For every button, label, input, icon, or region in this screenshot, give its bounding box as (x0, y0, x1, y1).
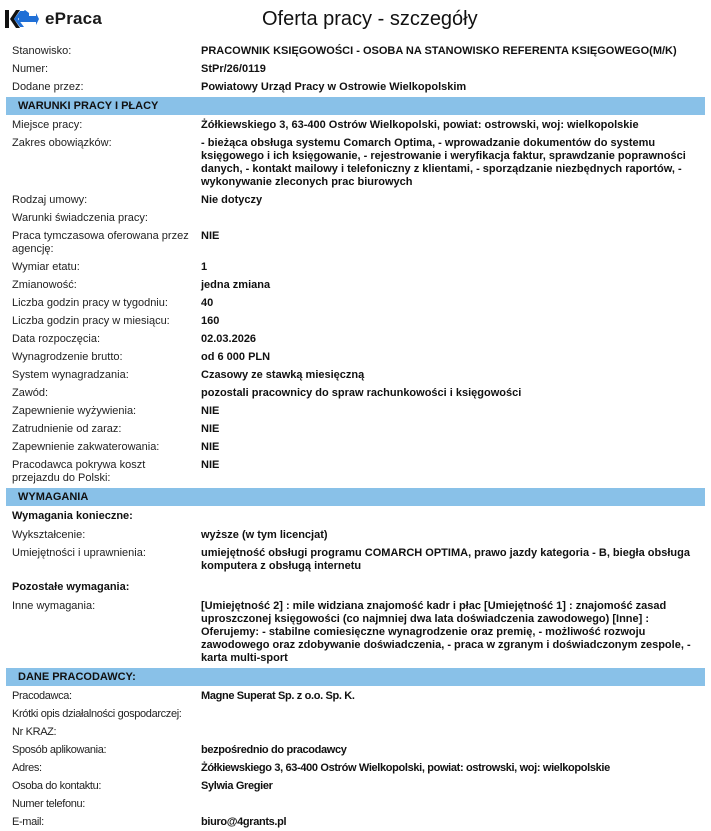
detail-row (0, 777, 711, 795)
other-requirements-heading: Pozostałe wymagania: (12, 581, 130, 593)
detail-row (0, 209, 711, 227)
field-value: wyższe (w tym licencjat) (201, 528, 328, 541)
field-label: Zapewnienie zakwaterowania: (12, 440, 160, 453)
detail-row (0, 191, 711, 209)
field-value: [Umiejętność 2] : mile widziana znajomość kadr i płac [Umiejętność 1] : znajomość zasad uproszczonej księgowości (co najmniej dwa lata doświadczenia zawodowego) [Inne] : Oferujemy: - stabilne comiesięczne wynagrodzenie oraz premię, - możliwość rozwoju zawodowego oraz zdobywanie doświadczenia, - praca w zgranym i doświadczonym zespole, - karta multi-sport (201, 599, 691, 664)
detail-row (0, 705, 711, 723)
epraca-logo-icon (5, 9, 39, 29)
field-label: Zatrudnienie od zaraz: (12, 422, 122, 435)
field-label: Miejsce pracy: (12, 118, 83, 131)
field-value[interactable]: biuro@4grants.pl (201, 815, 287, 828)
detail-row (0, 456, 711, 487)
field-label: Umiejętności i uprawnienia: (12, 546, 146, 559)
detail-row (0, 330, 711, 348)
field-label: Krótki opis działalności gospodarczej: (12, 707, 182, 720)
top-info (0, 42, 711, 96)
required-requirements-heading: Wymagania konieczne: (12, 510, 133, 522)
field-label: System wynagradzania: (12, 368, 129, 381)
detail-row (0, 420, 711, 438)
detail-row (0, 78, 711, 96)
field-label: Inne wymagania: (12, 599, 96, 612)
field-value: umiejętność obsługi programu COMARCH OPTIMA, prawo jazdy kategoria - B, biegła obsługa komputera z obsługą internetu (201, 546, 690, 572)
field-value: Czasowy ze stawką miesięczną (201, 368, 365, 381)
field-value: Magne Superat Sp. z o.o. Sp. K. (201, 689, 355, 702)
field-label: Osoba do kontaktu: (12, 779, 102, 792)
field-label: Pracodawca: (12, 689, 72, 702)
detail-row (0, 276, 711, 294)
field-label: Numer: (12, 62, 49, 75)
field-label: Wykształcenie: (12, 528, 86, 541)
detail-row (0, 526, 711, 544)
detail-row (0, 687, 711, 705)
field-value: NIE (201, 440, 220, 453)
detail-row (0, 42, 711, 60)
field-value: - bieżąca obsługa systemu Comarch Optima, - wprowadzanie dokumentów do systemu księgowego i ich księgowanie, - rejestrowanie i weryfikacja faktur, sprawdzanie poprawności danych, - kontakt mailowy i telefoniczny z klientami, - sporządzanie niezbędnych raportów, - wykonywanie zleconych prac biurowych (201, 136, 686, 188)
field-value (201, 708, 711, 721)
detail-row (0, 134, 711, 191)
field-value: jedna zmiana (201, 278, 271, 291)
field-label: Adres: (12, 761, 42, 774)
field-value: Sylwia Gregier (201, 779, 273, 792)
field-label: Rodzaj umowy: (12, 193, 88, 206)
detail-row (0, 597, 711, 667)
field-label: Zakres obowiązków: (12, 136, 112, 149)
field-value: Żółkiewskiego 3, 63-400 Ostrów Wielkopolski, powiat: ostrowski, woj: wielkopolskie (201, 761, 610, 774)
field-value: 02.03.2026 (201, 332, 257, 345)
field-value: NIE (201, 422, 220, 435)
section-header-wymagania: WYMAGANIA (6, 488, 705, 506)
field-label: Numer telefonu: (12, 797, 86, 810)
field-label: Pracodawca pokrywa koszt przejazdu do Polski: (12, 458, 146, 484)
offer-details (0, 42, 711, 831)
field-value: od 6 000 PLN (201, 350, 271, 363)
detail-row (0, 294, 711, 312)
field-label: Stanowisko: (12, 44, 72, 57)
field-label: Data rozpoczęcia: (12, 332, 101, 345)
field-label: Zapewnienie wyżywienia: (12, 404, 137, 417)
field-label: Liczba godzin pracy w miesiącu: (12, 314, 170, 327)
warunki-section (0, 116, 711, 487)
field-label: Nr KRAZ: (12, 725, 57, 738)
page-header (0, 0, 711, 42)
field-value: Powiatowy Urząd Pracy w Ostrowie Wielkopolskim (201, 80, 467, 93)
field-value: bezpośrednio do pracodawcy (201, 743, 347, 756)
detail-row (0, 348, 711, 366)
page-title: Oferta pracy - szczegóły (262, 8, 478, 30)
detail-row (0, 759, 711, 777)
field-value: Żółkiewskiego 3, 63-400 Ostrów Wielkopolski, powiat: ostrowski, woj: wielkopolskie (201, 118, 639, 131)
field-label: Zawód: (12, 386, 49, 399)
detail-row (0, 544, 711, 575)
other-requirements (0, 597, 711, 667)
detail-row (0, 60, 711, 78)
field-value: NIE (201, 404, 220, 417)
field-label: Zmianowość: (12, 278, 77, 291)
field-label: E-mail: (12, 815, 44, 828)
detail-row (0, 813, 711, 831)
field-value: NIE (201, 458, 220, 471)
section-header-warunki: WARUNKI PRACY I PŁACY (6, 97, 705, 115)
field-value: pozostali pracownicy do spraw rachunkowości i księgowości (201, 386, 522, 399)
field-label: Wynagrodzenie brutto: (12, 350, 123, 363)
detail-row (0, 741, 711, 759)
field-value: 1 (201, 260, 208, 273)
section-header-pracodawca: DANE PRACODAWCY: (6, 668, 705, 686)
field-value (201, 726, 711, 739)
field-value: Nie dotyczy (201, 193, 263, 206)
field-label: Liczba godzin pracy w tygodniu: (12, 296, 168, 309)
required-requirements (0, 526, 711, 575)
detail-row (0, 438, 711, 456)
detail-row (0, 258, 711, 276)
field-label: Warunki świadczenia pracy: (12, 211, 148, 224)
detail-row (0, 384, 711, 402)
field-value: 40 (201, 296, 214, 309)
logo-text: ePraca (45, 9, 102, 28)
field-label: Dodane przez: (12, 80, 84, 93)
detail-row (0, 402, 711, 420)
field-value: NIE (201, 229, 220, 242)
field-value: 160 (201, 314, 220, 327)
field-value: StPr/26/0119 (201, 62, 266, 75)
field-value (201, 798, 711, 811)
detail-row (0, 116, 711, 134)
field-label: Wymiar etatu: (12, 260, 80, 273)
detail-row (0, 723, 711, 741)
field-value: PRACOWNIK KSIĘGOWOŚCI - OSOBA NA STANOWISKO REFERENTA KSIĘGOWEGO(M/K) (201, 44, 677, 57)
field-label: Sposób aplikowania: (12, 743, 107, 756)
detail-row (0, 795, 711, 813)
epraca-logo[interactable] (5, 9, 102, 29)
detail-row (0, 312, 711, 330)
detail-row (0, 227, 711, 258)
employer-section (0, 687, 711, 831)
field-label: Praca tymczasowa oferowana przez agencję: (12, 229, 189, 255)
field-value (201, 212, 711, 225)
detail-row (0, 366, 711, 384)
